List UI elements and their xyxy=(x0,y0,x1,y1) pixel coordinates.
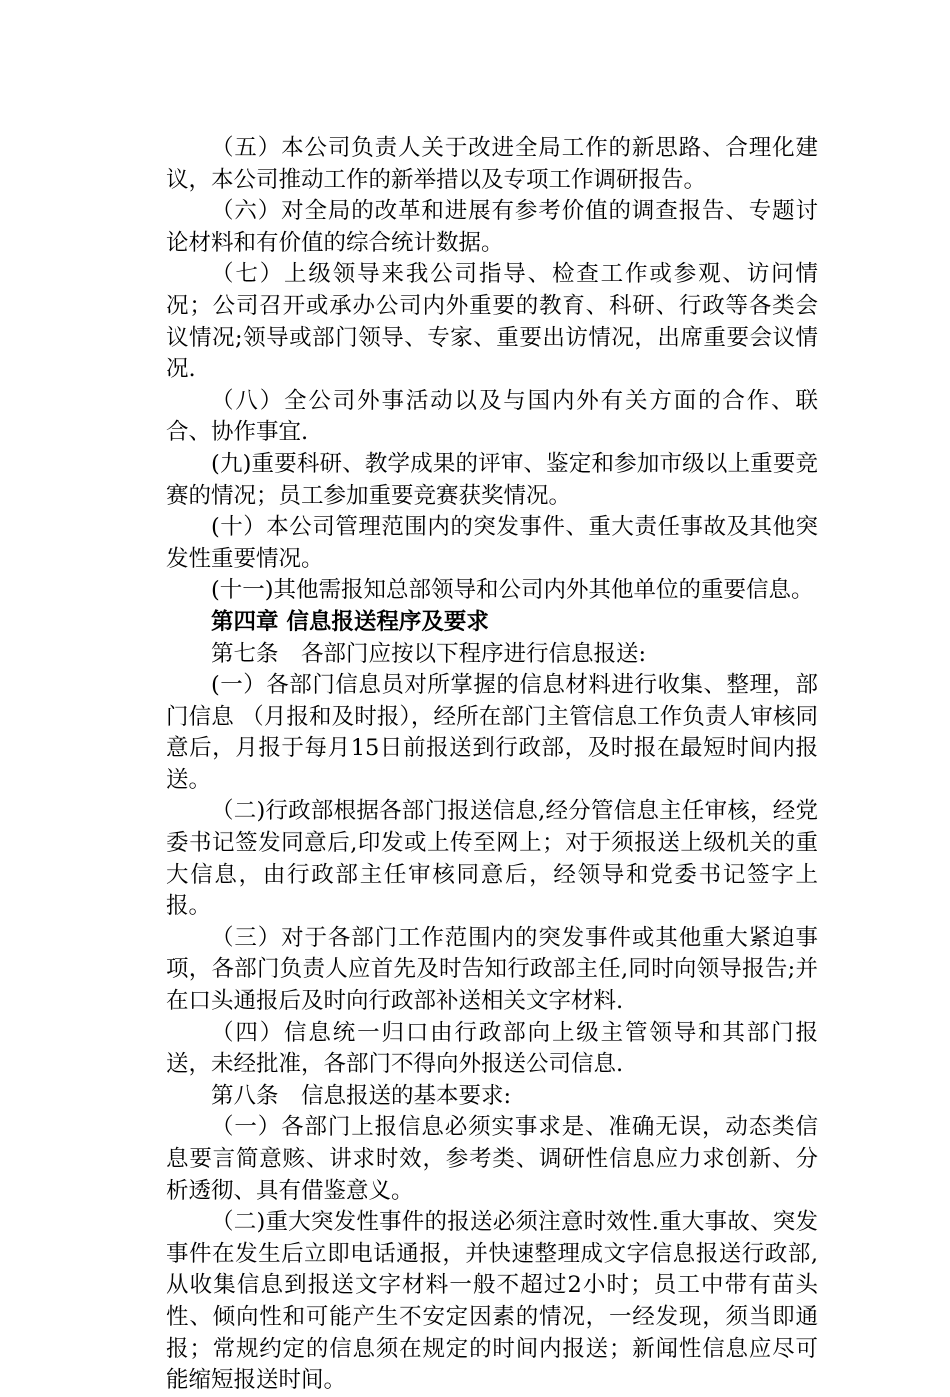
paragraph: （六）对全局的改革和进展有参考价值的调查报告、专题讨论材料和有价值的综合统计数据。 xyxy=(166,198,818,256)
paragraph: （五）本公司负责人关于改进全局工作的新思路、合理化建议，本公司推动工作的新举措以及专项工作调研报告。 xyxy=(166,135,818,193)
article-heading: 第七条 各部门应按以下程序进行信息报送: xyxy=(211,640,647,667)
paragraph: （七）上级领导来我公司指导、检查工作或参观、访问情况；公司召开或承办公司内外重要的教育、科研、行政等各类会议情况;领导或部门领导、专家、重要出访情况，出席重要会议情况. xyxy=(166,261,818,383)
paragraph: (九)重要科研、教学成果的评审、鉴定和参加市级以上重要竞赛的情况；员工参加重要竞赛获奖情况。 xyxy=(166,450,818,509)
paragraph: （八）全公司外事活动以及与国内外有关方面的合作、联合、协作事宜. xyxy=(166,387,818,446)
paragraph: （三）对于各部门工作范围内的突发事件或其他重大紧迫事项，各部门负责人应首先及时告知行政部主任,同时向领导报告;并在口头通报后及时向行政部补送相关文字材料. xyxy=(166,924,818,1015)
article-heading: 第八条 信息报送的基本要求: xyxy=(211,1082,512,1109)
paragraph: （四）信息统一归口由行政部向上级主管领导和其部门报送，未经批准，各部门不得向外报送公司信息. xyxy=(166,1019,818,1078)
paragraph: (十一)其他需报知总部领导和公司内外其他单位的重要信息。 xyxy=(211,577,814,604)
chapter-heading: 第四章 信息报送程序及要求 xyxy=(211,608,489,635)
paragraph: （二)行政部根据各部门报送信息,经分管信息主任审核，经党委书记签发同意后,印发或上传至网上；对于须报送上级机关的重大信息，由行政部主任审核同意后，经领导和党委书记签字上报。 xyxy=(166,798,818,920)
paragraph: (一）各部门信息员对所掌握的信息材料进行收集、整理，部门信息 （月报和及时报），经所在部门主管信息工作负责人审核同意后，月报于每月15日前报送到行政部，及时报在最短时间内报送。 xyxy=(166,672,818,793)
paragraph: （一）各部门上报信息必须实事求是、准确无误，动态类信息要言简意赅、讲求时效，参考类、调研性信息应力求创新、分析透彻、具有借鉴意义。 xyxy=(166,1114,818,1204)
document-body xyxy=(166,133,818,1397)
paragraph: （二)重大突发性事件的报送必须注意时效性.重大事故、突发事件在发生后立即电话通报，并快速整理成文字信息报送行政部,从收集信息到报送文字材料一般不超过2小时；员工中带有苗头性、倾向性和可能产生不安定因素的情况，一经发现，须当即通报；常规约定的信息须在规定的时间内报送；新闻性信息应尽可能缩短报送时间。 xyxy=(166,1209,818,1394)
paragraph: (十）本公司管理范围内的突发事件、重大责任事故及其他突发性重要情况。 xyxy=(166,514,818,572)
